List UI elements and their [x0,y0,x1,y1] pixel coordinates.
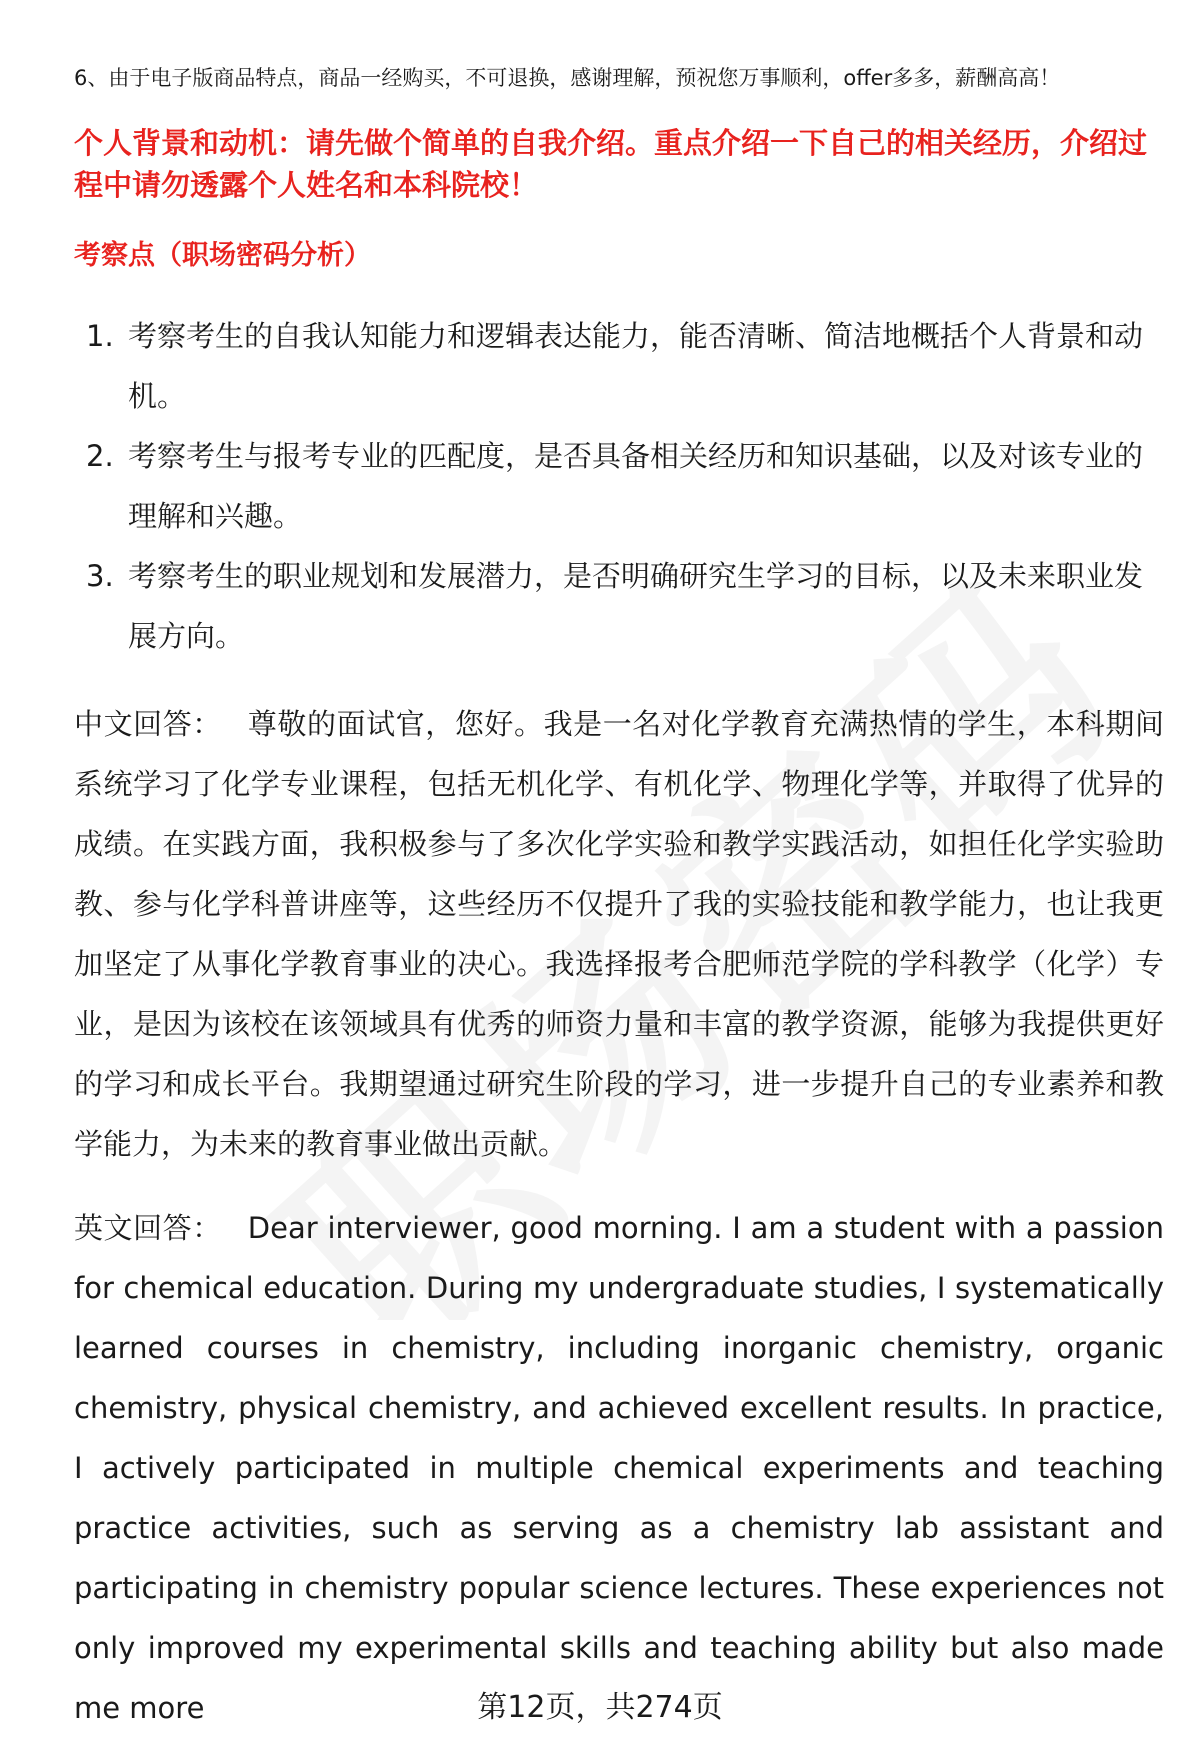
focus-heading: 考察点（职场密码分析） [74,240,371,271]
focus-point-number: 3. [86,559,114,593]
chinese-answer-text: 尊敬的面试官，您好。我是一名对化学教育充满热情的学生，本科期间系统学习了化学专业课程，包括无机化学、有机化学、物理化学等，并取得了优异的成绩。在实践方面，我积极参与了多次化学实验和教学实践活动，如担任化学实验助教、参与化学科普讲座等，这些经历不仅提升了我的实验技能和教学能力，也让我更加坚定了从事化学教育事业的决心。我选择报考合肥师范学院的学科教学（化学）专业，是因为该校在该领域具有优秀的师资力量和丰富的教学资源，能够为我提供更好的学习和成长平台。我期望通过研究生阶段的学习，进一步提升自己的专业素养和教学能力，为未来的教育事业做出贡献。 [74,707,1164,1161]
focus-point-text: 考察考生与报考专业的匹配度，是否具备相关经历和知识基础，以及对该专业的理解和兴趣。 [128,439,1144,533]
chinese-answer [74,694,1164,1174]
focus-points-list [74,306,1154,666]
focus-point [74,426,1154,546]
chinese-answer-label: 中文回答： [74,707,222,741]
focus-point-number: 1. [86,319,114,353]
focus-point-number: 2. [86,439,114,473]
focus-point-text: 考察考生的自我认知能力和逻辑表达能力，能否清晰、简洁地概括个人背景和动机。 [128,319,1144,413]
page-number: 第12页，共274页 [477,1690,723,1725]
question-title: 个人背景和动机：请先做个简单的自我介绍。重点介绍一下自己的相关经历，介绍过程中请勿透露个人姓名和本科院校！ [74,126,1148,202]
english-answer-text: Dear interviewer, good morning. I am a student with a passion for chemical education. During my undergraduate studies, I systematically learned courses in chemistry, including inorganic chemistry, organic chemistry, physical chemistry, and achieved excellent results. In practice, I actively participated in multiple chemical experiments and teaching practice activities, such as serving as a chemistry lab assistant and participating in chemistry popular science lectures. These experiences not only improved my experimental skills and teaching ability but also made me more [74,1211,1164,1725]
focus-point [74,306,1154,426]
purchase-notice: 6、由于电子版商品特点，商品一经购买，不可退换，感谢理解，预祝您万事顺利，offer多多，薪酬高高！ [74,66,1061,90]
english-answer-label: 英文回答： [74,1211,222,1245]
focus-point [74,546,1154,666]
focus-point-text: 考察考生的职业规划和发展潜力，是否明确研究生学习的目标，以及未来职业发展方向。 [128,559,1144,653]
english-answer [74,1198,1164,1738]
